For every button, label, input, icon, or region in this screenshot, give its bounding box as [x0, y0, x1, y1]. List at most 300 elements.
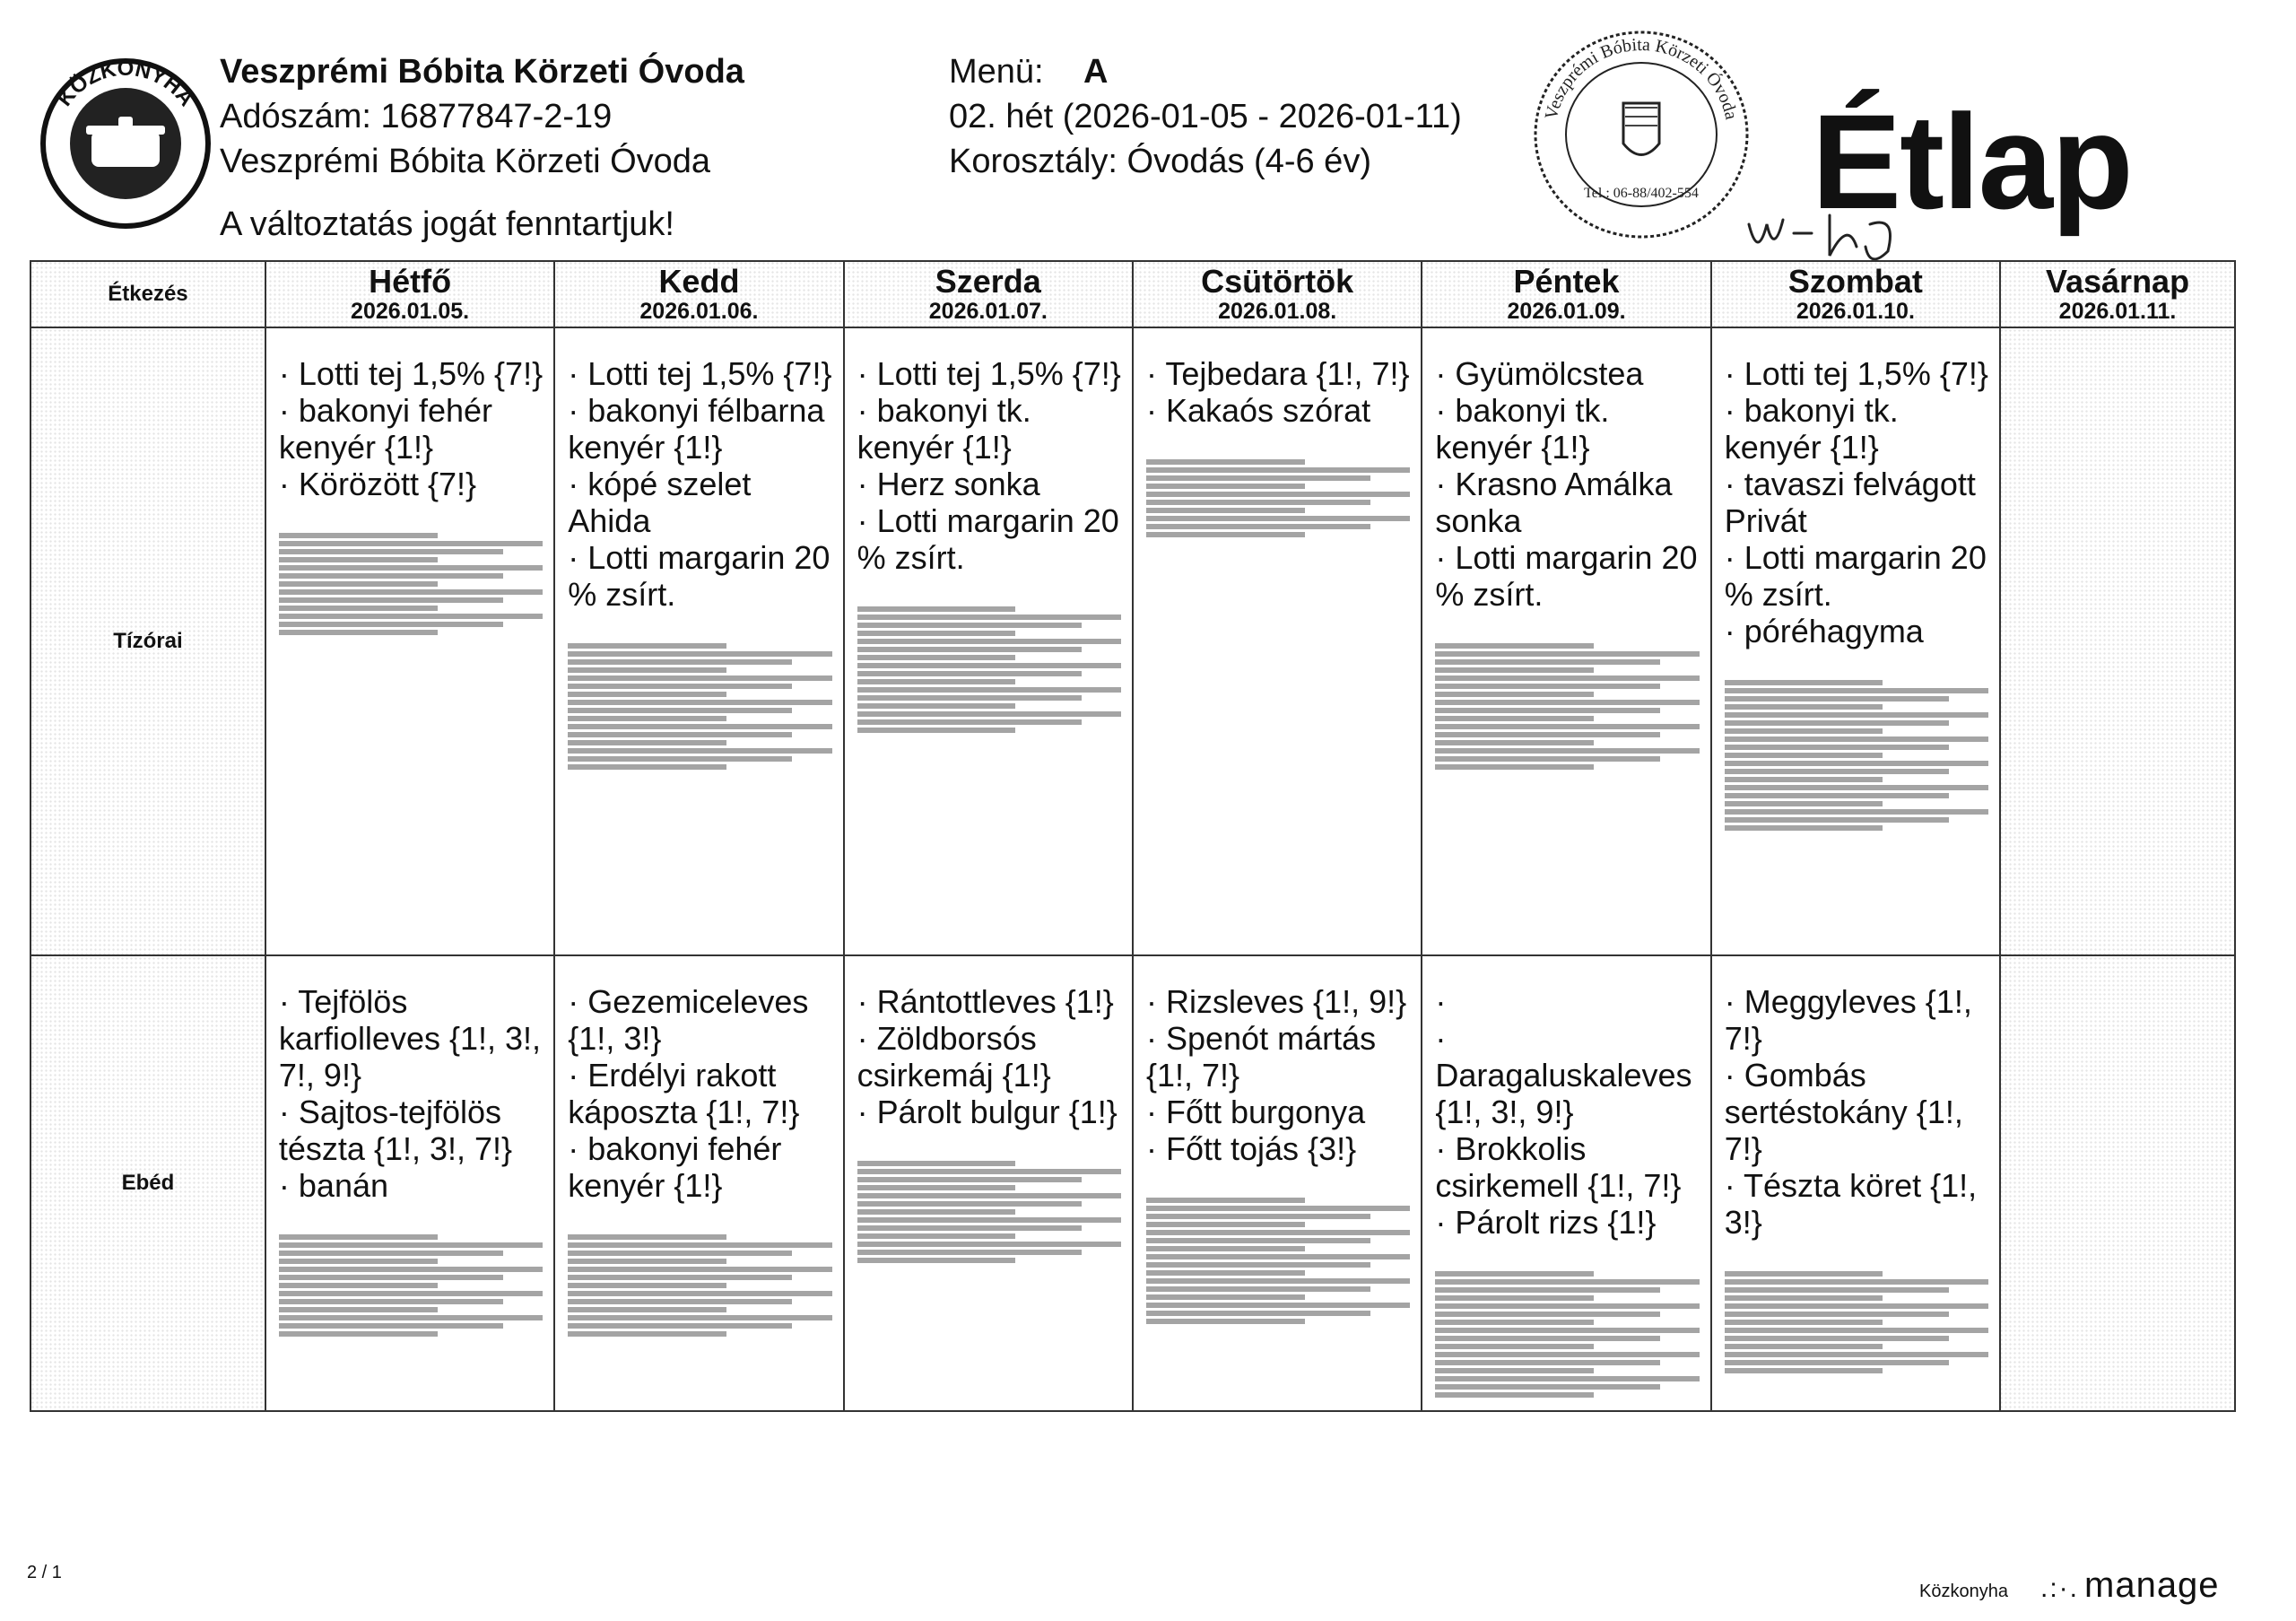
menu-item: · Körözött {7!} — [279, 466, 543, 502]
nutrition-line — [1146, 1303, 1410, 1308]
menu-item-list — [1435, 983, 1699, 1241]
day-header-vasarnap — [2000, 261, 2235, 327]
nutrition-line — [1146, 459, 1305, 465]
nutrition-line — [1725, 1352, 1988, 1357]
nutrition-line — [1146, 1311, 1370, 1316]
nutrition-line — [1725, 817, 1949, 823]
nutrition-line — [857, 711, 1121, 717]
nutrition-line — [1146, 1278, 1410, 1284]
nutrition-line — [1435, 732, 1659, 737]
menu-item: · Lotti margarin 20 % zsírt. — [568, 539, 831, 613]
menu-item: · Zöldborsós csirkemáj {1!} — [857, 1020, 1121, 1094]
nutrition-line — [1725, 769, 1949, 774]
nutrition-line — [1435, 756, 1659, 762]
menu-item-list — [857, 355, 1121, 576]
nutrition-line — [857, 671, 1082, 676]
nutrition-line — [1725, 1368, 1883, 1373]
menu-item: · Gezemiceleves {1!, 3!} — [568, 983, 831, 1057]
nutrition-line — [1725, 793, 1949, 798]
nutrition-line — [568, 700, 831, 705]
nutrition-line — [857, 719, 1082, 725]
nutrition-line — [279, 1299, 503, 1304]
menu-item: · bakonyi félbarna kenyér {1!} — [568, 392, 831, 466]
nutrition-line — [568, 1267, 831, 1272]
nutrition-line — [568, 1234, 726, 1240]
menu-item-list — [1725, 355, 1988, 649]
menu-item-list — [568, 983, 831, 1204]
menu-item-list — [279, 355, 543, 502]
day-name: Vasárnap — [2045, 263, 2190, 300]
nutrition-line — [568, 724, 831, 729]
nutrition-line — [568, 764, 726, 770]
nutrition-line — [1146, 484, 1305, 489]
nutrition-line — [1435, 1352, 1699, 1357]
nutrition-line — [568, 1315, 831, 1320]
nutrition-line — [1146, 500, 1370, 505]
menu-item-list — [279, 983, 543, 1204]
week-range: 02. hét (2026-01-05 - 2026-01-11) — [949, 98, 1462, 135]
nutrition-line — [1146, 1198, 1305, 1203]
nutrition-line — [1435, 708, 1659, 713]
nutrition-line — [568, 1242, 831, 1248]
menu-item: · Lotti margarin 20 % zsírt. — [857, 502, 1121, 576]
menu-info — [949, 49, 1462, 184]
nutrition-line — [857, 1225, 1082, 1231]
nutrition-line — [857, 655, 1016, 660]
menu-item: · Lotti tej 1,5% {7!} — [568, 355, 831, 392]
nutrition-line — [1146, 1270, 1305, 1276]
nutrition-line — [857, 687, 1121, 693]
menu-item: · Kakaós szórat — [1146, 392, 1410, 429]
menu-item: · Spenót mártás {1!, 7!} — [1146, 1020, 1410, 1094]
nutrition-fine-print — [279, 1234, 543, 1337]
nutrition-line — [279, 1315, 543, 1320]
nutrition-line — [1435, 675, 1699, 681]
nutrition-line — [568, 1299, 792, 1304]
nutrition-line — [857, 695, 1082, 701]
nutrition-line — [279, 1331, 438, 1337]
nutrition-line — [1146, 1222, 1305, 1227]
school-name-secondary: Veszprémi Bóbita Körzeti Óvoda — [220, 143, 711, 180]
nutrition-line — [857, 614, 1121, 620]
day-date: 2026.01.07. — [928, 299, 1048, 324]
day-name: Kedd — [658, 263, 740, 300]
menu-item: · Főtt burgonya — [1146, 1094, 1410, 1130]
day-name: Hétfő — [369, 263, 452, 300]
menu-item-list — [857, 983, 1121, 1130]
nutrition-line — [857, 1185, 1016, 1190]
nutrition-line — [1435, 1384, 1659, 1390]
age-row — [949, 139, 1462, 184]
menu-cell — [1422, 955, 1710, 1411]
manage-wordmark: manage — [2084, 1565, 2220, 1605]
nutrition-line — [1146, 467, 1410, 473]
nutrition-line — [279, 565, 543, 571]
nutrition-line — [568, 732, 792, 737]
meal-row-ebed — [30, 955, 2235, 1411]
meal-row-tizorai — [30, 327, 2235, 955]
nutrition-line — [279, 1307, 438, 1312]
menu-cell — [2000, 955, 2235, 1411]
nutrition-line — [279, 1251, 503, 1256]
pot-icon — [36, 54, 215, 233]
nutrition-line — [568, 684, 792, 689]
nutrition-line — [279, 1259, 438, 1264]
day-header-hetfo — [265, 261, 554, 327]
footer-brand: Közkonyha — [1919, 1582, 2008, 1601]
nutrition-line — [279, 614, 543, 619]
nutrition-line — [568, 1251, 792, 1256]
nutrition-line — [568, 643, 726, 649]
nutrition-line — [1435, 1360, 1659, 1365]
nutrition-line — [857, 663, 1121, 668]
menu-item: · bakonyi tk. kenyér {1!} — [1435, 392, 1699, 466]
nutrition-line — [1435, 1279, 1699, 1285]
menu-item: · Tejfölös karfiolleves {1!, 3!, 7!, 9!} — [279, 983, 543, 1094]
nutrition-line — [568, 692, 726, 697]
menu-item: · banán — [279, 1167, 543, 1204]
day-header-pentek — [1422, 261, 1710, 327]
nutrition-fine-print — [1146, 1198, 1410, 1324]
nutrition-line — [1146, 516, 1410, 521]
nutrition-line — [1435, 1344, 1594, 1349]
nutrition-line — [568, 1275, 792, 1280]
day-date: 2026.01.08. — [1218, 299, 1337, 324]
nutrition-line — [1725, 745, 1949, 750]
nutrition-line — [857, 1233, 1016, 1239]
nutrition-line — [1435, 667, 1594, 673]
nutrition-line — [1435, 700, 1699, 705]
nutrition-line — [1725, 1303, 1988, 1309]
nutrition-fine-print — [1146, 459, 1410, 537]
nutrition-line — [1725, 801, 1883, 806]
menu-item-list — [1725, 983, 1988, 1241]
menu-item: · Daragaluskaleves {1!, 3!, 9!} — [1435, 1020, 1699, 1130]
nutrition-line — [1146, 1238, 1370, 1243]
svg-text:Tel.: 06-88/402-554: Tel.: 06-88/402-554 — [1584, 186, 1699, 201]
manage-logo — [2040, 1565, 2220, 1606]
nutrition-line — [279, 541, 543, 546]
nutrition-line — [857, 1201, 1082, 1207]
nutrition-line — [279, 1234, 438, 1240]
nutrition-line — [568, 1283, 726, 1288]
age-label: Korosztály: — [949, 143, 1118, 180]
kozkonyha-logo — [36, 54, 215, 233]
nutrition-line — [857, 639, 1121, 644]
nutrition-line — [568, 659, 792, 665]
nutrition-line — [857, 631, 1016, 636]
nutrition-line — [857, 1177, 1082, 1182]
menu-item: · Erdélyi rakott káposzta {1!, 7!} — [568, 1057, 831, 1130]
nutrition-line — [1146, 1206, 1410, 1211]
nutrition-line — [857, 1161, 1016, 1166]
day-date: 2026.01.06. — [639, 299, 759, 324]
day-date: 2026.01.10. — [1796, 299, 1915, 324]
menu-item: · kópé szelet Ahida — [568, 466, 831, 539]
school-info — [220, 49, 744, 247]
menu-label: Menü: — [949, 53, 1044, 91]
menu-cell — [1133, 327, 1422, 955]
nutrition-line — [279, 549, 503, 554]
menu-item: · bakonyi tk. kenyér {1!} — [857, 392, 1121, 466]
nutrition-line — [1435, 764, 1594, 770]
svg-text:Veszprémi Bóbita Körzeti Óvoda: Veszprémi Bóbita Körzeti Óvoda — [1541, 34, 1742, 122]
nutrition-line — [1435, 1328, 1699, 1333]
nutrition-fine-print — [1725, 680, 1988, 831]
nutrition-line — [1146, 1214, 1370, 1219]
nutrition-line — [279, 622, 503, 627]
nutrition-line — [279, 1242, 543, 1248]
nutrition-line — [1435, 659, 1659, 665]
nutrition-line — [1435, 1271, 1594, 1277]
nutrition-line — [1725, 1271, 1883, 1277]
page-number: 2 / 1 — [27, 1563, 62, 1582]
day-header-kedd — [554, 261, 843, 327]
nutrition-line — [857, 703, 1016, 709]
nutrition-line — [857, 1193, 1121, 1198]
nutrition-line — [1725, 809, 1988, 815]
nutrition-line — [857, 1217, 1121, 1223]
nutrition-line — [1435, 1376, 1699, 1381]
page-title: Étlap — [1812, 86, 2132, 237]
menu-cell — [554, 955, 843, 1411]
nutrition-line — [279, 533, 438, 538]
nutrition-line — [857, 679, 1016, 684]
menu-item: · Herz sonka — [857, 466, 1121, 502]
menu-item: · Rántottleves {1!} — [857, 983, 1121, 1020]
menu-item: · tavaszi felvágott Privát — [1725, 466, 1988, 539]
day-name: Szombat — [1787, 263, 1923, 300]
menu-item: · bakonyi fehér kenyér {1!} — [279, 392, 543, 466]
nutrition-line — [1725, 736, 1988, 742]
nutrition-line — [279, 1275, 503, 1280]
nutrition-line — [1146, 1246, 1305, 1251]
nutrition-line — [1435, 724, 1699, 729]
nutrition-line — [1725, 753, 1883, 758]
menu-item-list — [1146, 355, 1410, 429]
nutrition-line — [568, 1291, 831, 1296]
age-value: Óvodás (4-6 év) — [1126, 143, 1371, 180]
nutrition-line — [1435, 692, 1594, 697]
nutrition-line — [279, 1291, 543, 1296]
nutrition-line — [857, 1258, 1016, 1263]
nutrition-fine-print — [857, 1161, 1121, 1263]
nutrition-line — [1435, 1295, 1594, 1301]
day-header-csutortok — [1133, 261, 1422, 327]
nutrition-line — [1435, 651, 1699, 657]
nutrition-line — [568, 1259, 726, 1264]
tax-number: Adószám: 16877847-2-19 — [220, 98, 613, 135]
nutrition-line — [1435, 1392, 1594, 1398]
nutrition-line — [279, 630, 438, 635]
stamp-icon — [1525, 18, 1758, 251]
nutrition-line — [857, 1242, 1121, 1247]
nutrition-line — [1725, 1328, 1988, 1333]
menu-item: · Lotti tej 1,5% {7!} — [279, 355, 543, 392]
menu-item: · Lotti tej 1,5% {7!} — [857, 355, 1121, 392]
nutrition-line — [568, 740, 726, 745]
school-name: Veszprémi Bóbita Körzeti Óvoda — [220, 53, 744, 91]
nutrition-line — [1146, 1230, 1410, 1235]
nutrition-line — [1725, 1320, 1883, 1325]
nutrition-line — [1435, 643, 1594, 649]
nutrition-line — [1435, 684, 1659, 689]
nutrition-line — [279, 573, 503, 579]
nutrition-line — [1146, 492, 1410, 497]
nutrition-line — [1725, 1336, 1949, 1341]
menu-item: · Rizsleves {1!, 9!} — [1146, 983, 1410, 1020]
menu-cell — [1422, 327, 1710, 955]
menu-item — [1435, 983, 1699, 1020]
nutrition-line — [1725, 720, 1949, 726]
nutrition-fine-print — [1435, 1271, 1699, 1398]
nutrition-line — [1435, 740, 1594, 745]
menu-row — [949, 49, 1462, 94]
nutrition-line — [857, 647, 1082, 652]
menu-item: · bakonyi tk. kenyér {1!} — [1725, 392, 1988, 466]
menu-cell — [265, 327, 554, 955]
nutrition-line — [279, 589, 543, 595]
nutrition-fine-print — [1725, 1271, 1988, 1373]
nutrition-line — [1435, 748, 1699, 754]
menu-item: · Krasno Amálka sonka — [1435, 466, 1699, 539]
official-stamp — [1525, 18, 1758, 251]
svg-text:KÖZKONYHA: KÖZKONYHA — [52, 56, 199, 111]
menu-item: · Sajtos-tejfölös tészta {1!, 3!, 7!} — [279, 1094, 543, 1167]
nutrition-line — [1146, 475, 1370, 481]
nutrition-line — [568, 1323, 792, 1329]
nutrition-line — [857, 1169, 1121, 1174]
nutrition-line — [857, 728, 1016, 733]
nutrition-fine-print — [568, 643, 831, 770]
menu-cell — [844, 955, 1133, 1411]
nutrition-line — [857, 623, 1082, 628]
nutrition-line — [568, 716, 726, 721]
menu-value: A — [1083, 53, 1109, 91]
day-header-szerda — [844, 261, 1133, 327]
nutrition-line — [1725, 688, 1988, 693]
nutrition-line — [1435, 1312, 1659, 1317]
nutrition-line — [1725, 785, 1988, 790]
nutrition-line — [1725, 1295, 1883, 1301]
menu-item: · Brokkolis csirkemell {1!, 7!} — [1435, 1130, 1699, 1204]
nutrition-fine-print — [279, 533, 543, 635]
nutrition-line — [568, 708, 792, 713]
manage-dots: .:·. — [2040, 1573, 2079, 1603]
nutrition-fine-print — [857, 606, 1121, 733]
nutrition-line — [1146, 1319, 1305, 1324]
nutrition-line — [279, 557, 438, 562]
menu-item: · Főtt tojás {3!} — [1146, 1130, 1410, 1167]
nutrition-line — [1725, 1360, 1949, 1365]
nutrition-line — [1725, 777, 1883, 782]
nutrition-line — [1725, 680, 1883, 685]
menu-cell — [1711, 955, 2000, 1411]
disclaimer: A változtatás jogát fenntartjuk! — [220, 205, 674, 243]
nutrition-line — [857, 606, 1016, 612]
menu-item: · Gyümölcstea — [1435, 355, 1699, 392]
nutrition-line — [1146, 1286, 1370, 1292]
nutrition-line — [279, 1267, 543, 1272]
menu-cell — [1711, 327, 2000, 955]
day-date: 2026.01.11. — [2058, 299, 2177, 324]
menu-cell — [844, 327, 1133, 955]
menu-cell — [554, 327, 843, 955]
day-date: 2026.01.05. — [351, 299, 470, 324]
nutrition-line — [279, 581, 438, 587]
nutrition-line — [1725, 696, 1949, 702]
nutrition-line — [1725, 728, 1883, 734]
menu-item: · bakonyi fehér kenyér {1!} — [568, 1130, 831, 1204]
meal-label: Ebéd — [30, 955, 265, 1411]
menu-item-list — [1435, 355, 1699, 613]
menu-item: · Lotti tej 1,5% {7!} — [1725, 355, 1988, 392]
table-header-row — [30, 261, 2235, 327]
nutrition-line — [1146, 524, 1370, 529]
nutrition-line — [857, 1209, 1016, 1215]
menu-item: · Tejbedara {1!, 7!} — [1146, 355, 1410, 392]
nutrition-line — [1725, 1279, 1988, 1285]
menu-item: · Gombás sertéstokány {1!, 7!} — [1725, 1057, 1988, 1167]
nutrition-line — [1146, 1254, 1410, 1259]
nutrition-line — [1725, 1287, 1949, 1293]
menu-cell — [265, 955, 554, 1411]
nutrition-line — [1146, 532, 1305, 537]
nutrition-line — [568, 748, 831, 754]
nutrition-line — [279, 597, 503, 603]
day-header-szombat — [1711, 261, 2000, 327]
nutrition-fine-print — [1435, 643, 1699, 770]
menu-item: · Párolt rizs {1!} — [1435, 1204, 1699, 1241]
nutrition-line — [1725, 712, 1988, 718]
nutrition-line — [568, 667, 726, 673]
nutrition-line — [568, 1331, 726, 1337]
menu-cell — [1133, 955, 1422, 1411]
day-date: 2026.01.09. — [1507, 299, 1626, 324]
nutrition-line — [279, 606, 438, 611]
day-name: Péntek — [1513, 263, 1620, 300]
nutrition-line — [1725, 825, 1883, 831]
meal-column-header: Étkezés — [30, 261, 265, 327]
nutrition-line — [1435, 1368, 1594, 1373]
menu-table — [30, 260, 2236, 1412]
day-name: Szerda — [935, 263, 1041, 300]
nutrition-line — [1435, 1287, 1659, 1293]
nutrition-line — [1146, 508, 1305, 513]
nutrition-line — [1725, 704, 1883, 710]
menu-item-list — [1146, 983, 1410, 1167]
menu-cell — [2000, 327, 2235, 955]
menu-item: · Meggyleves {1!, 7!} — [1725, 983, 1988, 1057]
nutrition-line — [1725, 1344, 1883, 1349]
menu-item: · Tészta köret {1!, 3!} — [1725, 1167, 1988, 1241]
nutrition-line — [1435, 716, 1594, 721]
nutrition-line — [568, 756, 792, 762]
nutrition-line — [1435, 1303, 1699, 1309]
meal-label: Tízórai — [30, 327, 265, 955]
menu-item: · póréhagyma — [1725, 613, 1988, 649]
nutrition-line — [1725, 1312, 1949, 1317]
menu-item: · Lotti margarin 20 % zsírt. — [1435, 539, 1699, 613]
nutrition-fine-print — [568, 1234, 831, 1337]
nutrition-line — [1435, 1336, 1659, 1341]
day-name: Csütörtök — [1201, 263, 1354, 300]
nutrition-line — [1725, 761, 1988, 766]
nutrition-line — [1146, 1262, 1370, 1268]
nutrition-line — [279, 1283, 438, 1288]
nutrition-line — [857, 1250, 1082, 1255]
menu-item: · Párolt bulgur {1!} — [857, 1094, 1121, 1130]
